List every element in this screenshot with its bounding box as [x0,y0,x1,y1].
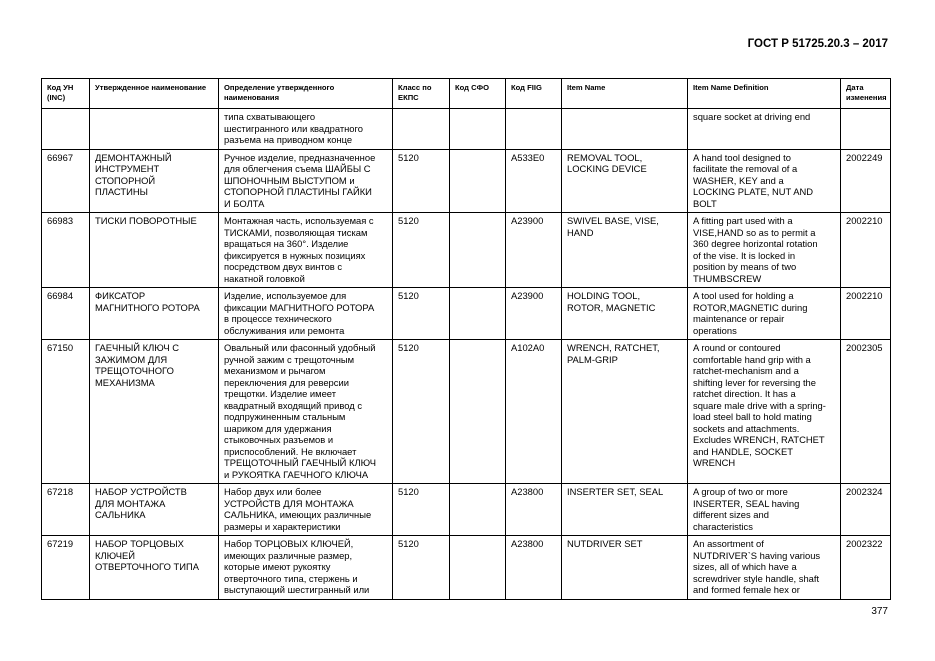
cell-item-definition: A group of two or more INSERTER, SEAL having different sizes and characteristics [688,484,841,536]
cell-fiig: A23900 [506,288,562,340]
cell-item-definition: A fitting part used with a VISE,HAND so as to permit a 360 degree horizontal rotation of the vise. It is locked in position by means of two THUMBSCREW [688,213,841,288]
cell-definition: типа схватывающего шестигранного или квадратного разъема на приводном конце [219,109,393,150]
cell-fiig: A23800 [506,536,562,600]
cell-fiig: A23800 [506,484,562,536]
column-header-item-definition: Item Name Definition [688,79,841,109]
cell-definition: Овальный или фасонный удобный ручной зажим с трещоточным механизмом и рычагом переключения для реверсии трещотки. Изделие имеет квадратный входящий привод с подпружиненным стальным шариком для удержания стыковочных разъемов и приспособлений. Не включает ТРЕЩОТОЧНЫЙ ГАЕЧНЫЙ КЛЮЧ и РУКОЯТКА ГАЕЧНОГО КЛЮЧА [219,340,393,484]
cell-name: НАБОР ТОРЦОВЫХ КЛЮЧЕЙ ОТВЕРТОЧНОГО ТИПА [90,536,219,600]
table-row [42,340,891,484]
cell-inc: 67218 [42,484,90,536]
cell-inc: 66983 [42,213,90,288]
cell-date: 2002210 [841,288,891,340]
cell-definition: Набор двух или более УСТРОЙСТВ ДЛЯ МОНТАЖА САЛЬНИКА, имеющих различные размеры и характеристики [219,484,393,536]
cell-name [90,109,219,150]
cell-definition: Изделие, используемое для фиксации МАГНИТНОГО РОТОРА в процессе технического обслуживания или ремонта [219,288,393,340]
cell-item-name: SWIVEL BASE, VISE, HAND [562,213,688,288]
cell-name: ФИКСАТОР МАГНИТНОГО РОТОРА [90,288,219,340]
page-number: 377 [871,606,888,617]
cell-item-name: INSERTER SET, SEAL [562,484,688,536]
cell-inc: 67219 [42,536,90,600]
cell-inc [42,109,90,150]
document-header: ГОСТ Р 51725.20.3 – 2017 [747,38,888,50]
column-header-definition: Определение утвержденного наименования [219,79,393,109]
table-row [42,213,891,288]
cell-date [841,109,891,150]
cell-item-name: WRENCH, RATCHET, PALM-GRIP [562,340,688,484]
cell-definition: Монтажная часть, используемая с ТИСКАМИ, позволяющая тискам вращаться на 360°. Изделие фиксируется в нужных позициях посредством двух винтов с накатной головкой [219,213,393,288]
cell-name: ТИСКИ ПОВОРОТНЫЕ [90,213,219,288]
cell-sfo [450,149,506,213]
cell-class: 5120 [393,149,450,213]
cell-item-name: NUTDRIVER SET [562,536,688,600]
cell-item-definition: square socket at driving end [688,109,841,150]
cell-sfo [450,213,506,288]
table-row [42,149,891,213]
cell-sfo [450,109,506,150]
catalog-table [41,78,891,600]
cell-fiig: A533E0 [506,149,562,213]
column-header-item-name: Item Name [562,79,688,109]
cell-class: 5120 [393,340,450,484]
cell-fiig: A102A0 [506,340,562,484]
column-header-sfo: Код СФО [450,79,506,109]
cell-fiig [506,109,562,150]
cell-fiig: A23900 [506,213,562,288]
cell-class: 5120 [393,484,450,536]
table-row [42,484,891,536]
column-header-inc: Код УН (INC) [42,79,90,109]
cell-class: 5120 [393,536,450,600]
cell-date: 2002249 [841,149,891,213]
column-header-class: Класс по ЕКПС [393,79,450,109]
cell-item-name: HOLDING TOOL, ROTOR, MAGNETIC [562,288,688,340]
cell-sfo [450,484,506,536]
cell-item-definition: A round or contoured comfortable hand grip with a ratchet-mechanism and a shifting lever for reversing the ratchet direction. It has a square male drive with a spring- load steel ball to hold mating sockets and attachments. Excludes WRENCH, RATCHET and HANDLE, SOCKET WRENCH [688,340,841,484]
table-header [42,79,891,109]
cell-inc: 67150 [42,340,90,484]
table-row [42,288,891,340]
cell-class: 5120 [393,288,450,340]
cell-name: ДЕМОНТАЖНЫЙ ИНСТРУМЕНТ СТОПОРНОЙ ПЛАСТИНЫ [90,149,219,213]
column-header-name: Утвержденное наименование [90,79,219,109]
cell-class [393,109,450,150]
cell-inc: 66967 [42,149,90,213]
cell-date: 2002322 [841,536,891,600]
cell-definition: Ручное изделие, предназначенное для облегчения съема ШАЙБЫ С ШПОНОЧНЫМ ВЫСТУПОМ и СТОПОРНОЙ ПЛАСТИНЫ ГАЙКИ И БОЛТА [219,149,393,213]
cell-item-definition: An assortment of NUTDRIVER`S having various sizes, all of which have a screwdriver style handle, shaft and formed female hex or [688,536,841,600]
cell-name: ГАЕЧНЫЙ КЛЮЧ С ЗАЖИМОМ ДЛЯ ТРЕЩОТОЧНОГО МЕХАНИЗМА [90,340,219,484]
cell-item-name: REMOVAL TOOL, LOCKING DEVICE [562,149,688,213]
cell-definition: Набор ТОРЦОВЫХ КЛЮЧЕЙ, имеющих различные размер, которые имеют рукоятку отверточного типа, стержень и выступающий шестигранный или [219,536,393,600]
header-row [42,79,891,109]
cell-sfo [450,536,506,600]
cell-date: 2002210 [841,213,891,288]
cell-inc: 66984 [42,288,90,340]
cell-sfo [450,288,506,340]
cell-date: 2002305 [841,340,891,484]
cell-item-definition: A hand tool designed to facilitate the removal of a WASHER, KEY and a LOCKING PLATE, NUT AND BOLT [688,149,841,213]
cell-class: 5120 [393,213,450,288]
cell-name: НАБОР УСТРОЙСТВ ДЛЯ МОНТАЖА САЛЬНИКА [90,484,219,536]
table-body [42,109,891,600]
table-row [42,109,891,150]
cell-date: 2002324 [841,484,891,536]
column-header-fiig: Код FIIG [506,79,562,109]
table-row [42,536,891,600]
cell-item-definition: A tool used for holding a ROTOR,MAGNETIC during maintenance or repair operations [688,288,841,340]
column-header-date: Дата изменения [841,79,891,109]
cell-sfo [450,340,506,484]
cell-item-name [562,109,688,150]
